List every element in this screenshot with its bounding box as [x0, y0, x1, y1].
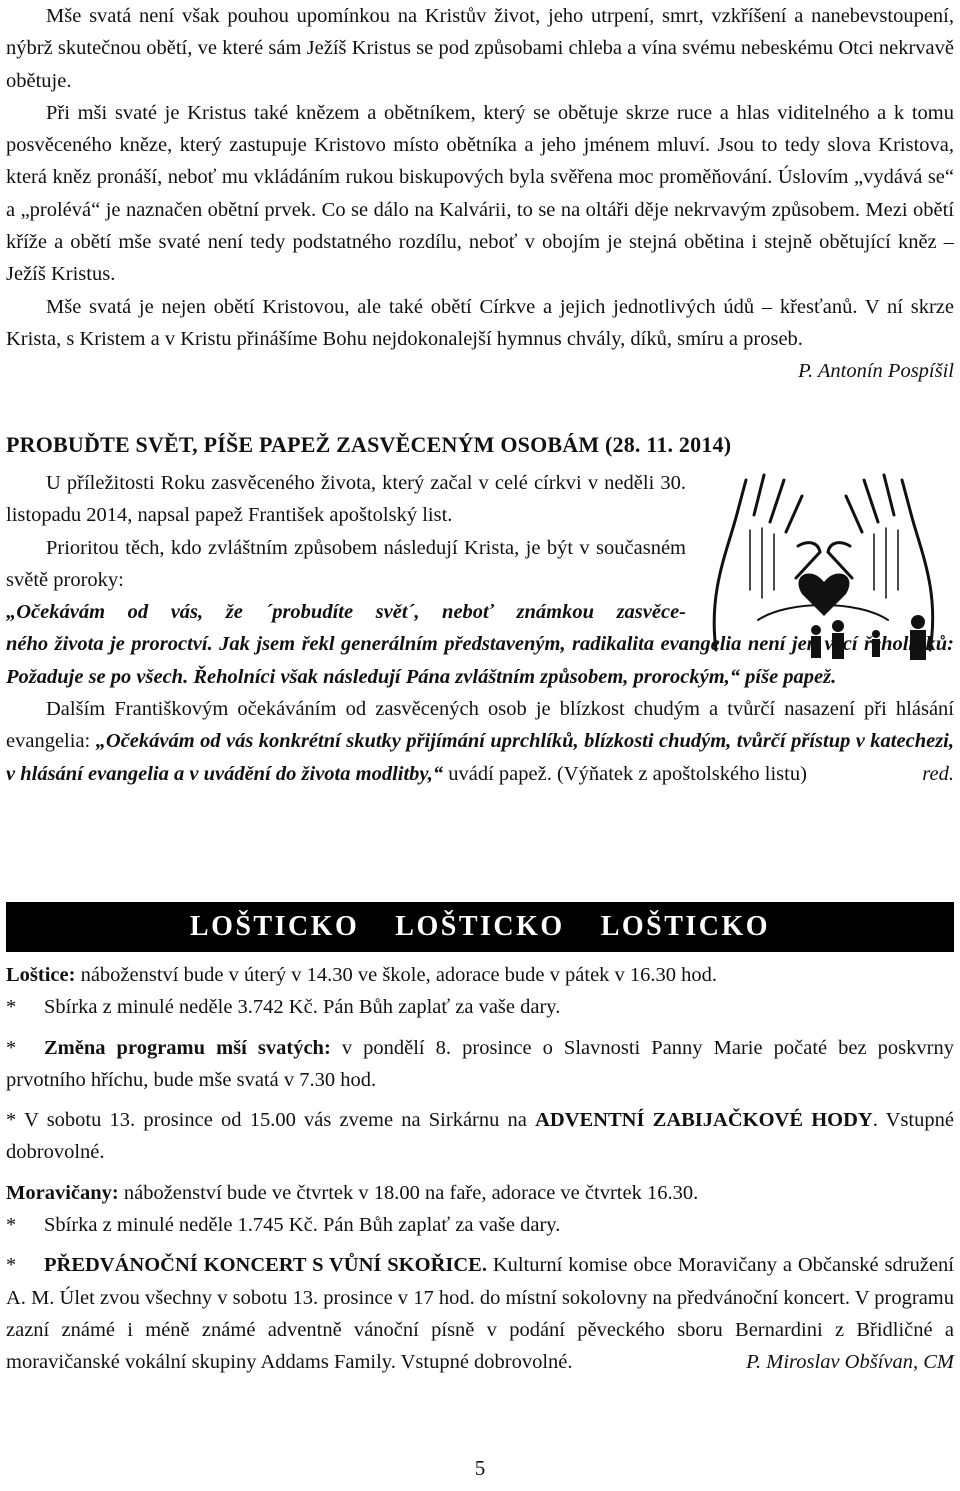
news-item: Loštice: náboženství bude v úterý v 14.30 ve škole, adorace bude v pátek v 16.30 hod. [6, 964, 718, 986]
paragraph: Prioritou těch, kdo zvláštním způsobem následují Krista, je být v současném světě proroky: [6, 536, 686, 591]
news-item: * Sbírka z minulé neděle 3.742 Kč. Pán Bůh zaplať za vaše dary. [6, 996, 561, 1019]
banner-word: LOŠTICKO [395, 911, 565, 942]
article-pope [6, 467, 954, 790]
news-item: * PŘEDVÁNOČNÍ KONCERT S VŮNÍ SKOŘICE. Kulturní komise obce Moravičany a Občanské sdružení A. M. Úlet zvou všechny v sobotu 13. prosince v 17 hod. do místní sokolovny na předvánoční koncert. V programu zazní známé i méně známé adventně vánoční písně v podání pěveckého sboru Bernardini z Břidličné a moravičanské vokální skupiny Addams Family. Vstupné dobrovolné. P. Miroslav Obšívan, CM [6, 1249, 954, 1378]
signature: red. [922, 762, 954, 785]
banner-word: LOŠTICKO [189, 911, 360, 942]
news-item: * Sbírka z minulé neděle 1.745 Kč. Pán Bůh zaplať za vaše dary. [6, 1214, 561, 1237]
paragraph: U příležitosti Roku zasvěceného života, který začal v celé církvi v neděli 30. listopadu 2014, napsal papež František apoštolský list. [6, 472, 686, 527]
section-banner [6, 902, 954, 952]
news-item: * V sobotu 13. prosince od 15.00 vás zveme na Sirkárnu na ADVENTNÍ ZABIJAČKOVÉ HODY. Vstupné dobrovolné. [6, 1109, 954, 1164]
page-number: 5 [474, 1456, 486, 1480]
parish-news [6, 959, 954, 1379]
quote-line: „Očekávám od vás, že ´probudíte svět´, neboť známkou zasvěce- [6, 601, 686, 624]
news-item: * Změna programu mší svatých: v pondělí 8. prosince o Slavnosti Panny Marie počaté bez poskvrny prvotního hříchu, bude mše svatá v 7.30 hod. [6, 1036, 954, 1091]
paragraph: Mše svatá není však pouhou upomínkou na Kristův život, jeho utrpení, smrt, vzkříšení a nanebevstoupení, nýbrž skutečnou obětí, ve které sám Ježíš Kristus se pod způsobami chleba a vína svému nebeskému Otci nekrvavě obětuje. [6, 5, 954, 92]
paragraph: Mše svatá je nejen obětí Kristovou, ale také obětí Církve a jejich jednotlivých údů – křesťanů. V ní skrze Krista, s Kristem a v Kristu přinášíme Bohu nejdokonalejší hymnus chvály, díků, smíru a proseb. P. Antonín Pospíšil [6, 291, 954, 356]
article-heading: PROBUĎTE SVĚT, PÍŠE PAPEŽ ZASVĚCENÝM OSOBÁM (28. 11. 2014) [6, 432, 732, 457]
quote: ného života je proroctví. Jak jsem řekl generálním představeným, radikalita evangelia není jen věcí řeholníků: Požaduje se po všech. Řeholníci však následují Pána zvláštním způsobem, prorockým,“ píše papež. [6, 633, 954, 688]
signature: P. Antonín Pospíšil [798, 360, 954, 383]
banner-word: LOŠTICKO [600, 911, 771, 942]
paragraph: Při mši svaté je Kristus také knězem a obětníkem, který se obětuje skrze ruce a hlas viditelného a k tomu posvěceného kněze, který zastupuje Kristovo místo obětníka a jeho jménem mluví. Jsou to tedy slova Kristova, která kněz pronáší, neboť mu vkládáním rukou biskupových byla svěřena moc proměňování. Úslovím „vydává se“ a „prolévá“ je naznačen obětní prvek. Co se dálo na Kalvárii, to se na oltáři děje nekrvavým způsobem. Mezi obětí kříže a obětí mše svaté není tedy podstatného rozdílu, neboť v obojím je stejná obětina i stejně obětující kněz – Ježíš Kristus. [6, 101, 954, 286]
paragraph: Dalším Františkovým očekáváním od zasvěcených osob je blízkost chudým a tvůrčí nasazení při hlásání evangelia: „Očekávám od vás konkrétní skutky přijímání uprchlíků, blízkosti chudým, tvůrčí přístup v katechezi, v hlásání evangelia a v uvádění do života modlitby,“ uvádí papež. (Výňatek z apoštolského listu) red. [6, 693, 954, 790]
signature: P. Miroslav Obšívan, CM [746, 1351, 954, 1374]
article-mass [6, 0, 954, 388]
news-item: Moravičany: náboženství bude ve čtvrtek v 18.00 na faře, adorace ve čtvrtek 16.30. [6, 1181, 699, 1204]
